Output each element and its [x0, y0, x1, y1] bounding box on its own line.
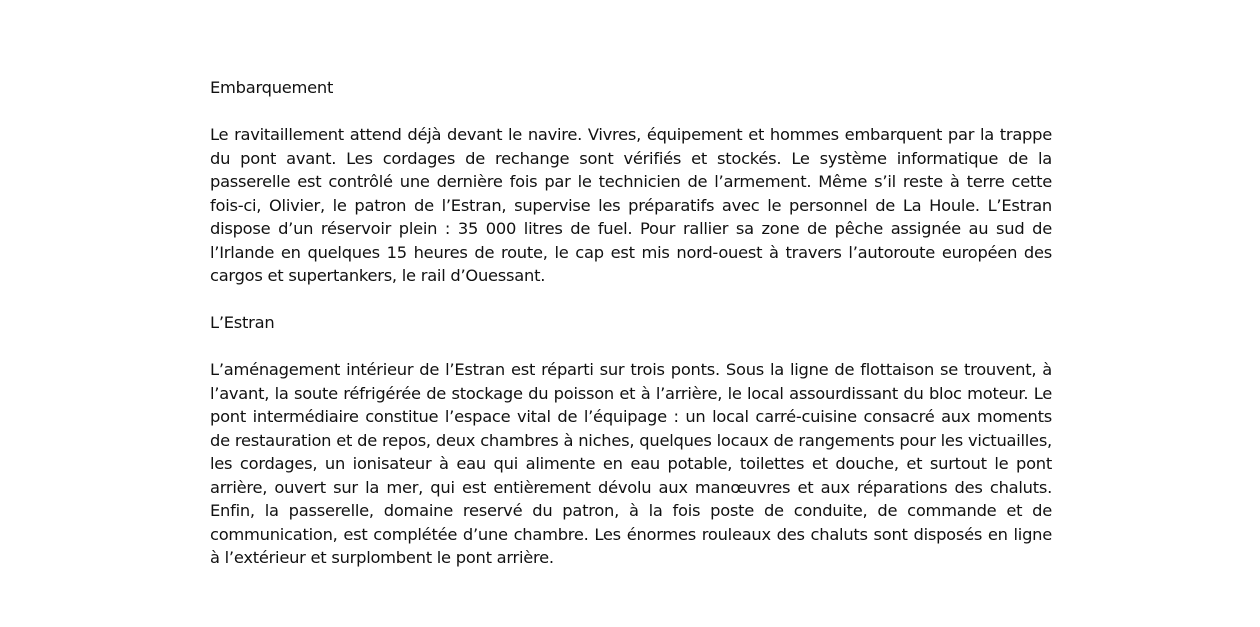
paragraph-estran: L’aménagement intérieur de l’Estran est réparti sur trois ponts. Sous la ligne de flottaison se trouvent, à l’avant, la soute réfrigérée de stockage du poisson et à l’arrière, le local assourdissant du bloc moteur. Le pont intermédiaire constitue l’espace vital de l’équipage : un local carré-cuisine consacré aux moments de restauration et de repos, deux chambres à niches, quelques locaux de rangements pour les victuailles, les cordages, un ionisateur à eau qui alimente en eau potable, toilettes et douche, et surtout le pont arrière, ouvert sur la mer, qui est entièrement dévolu aux manœuvres et aux réparations des chaluts. Enfin, la passerelle, domaine reservé du patron, à la fois poste de conduite, de commande et de communication, est complétée d’une chambre. Les énormes rouleaux des chaluts sont disposés en ligne à l’extérieur et surplombent le pont arrière.	[210, 360, 1052, 567]
section-title-estran: L’Estran	[210, 313, 275, 332]
section-title-embarquement: Embarquement	[210, 78, 334, 97]
document-body	[210, 76, 1052, 570]
paragraph-embarquement: Le ravitaillement attend déjà devant le navire. Vivres, équipement et hommes embarquent par la trappe du pont avant. Les cordages de rechange sont vérifiés et stockés. Le système informatique de la passerelle est contrôlé une dernière fois par le technicien de l’armement. Même s’il reste à terre cette fois-ci, Olivier, le patron de l’Estran, supervise les préparatifs avec le personnel de La Houle. L’Estran dispose d’un réservoir plein : 35 000 litres de fuel. Pour rallier sa zone de pêche assignée au sud de l’Irlande en quelques 15 heures de route, le cap est mis nord-ouest à travers l’autoroute européen des cargos et supertankers, le rail d’Ouessant.	[210, 125, 1052, 285]
